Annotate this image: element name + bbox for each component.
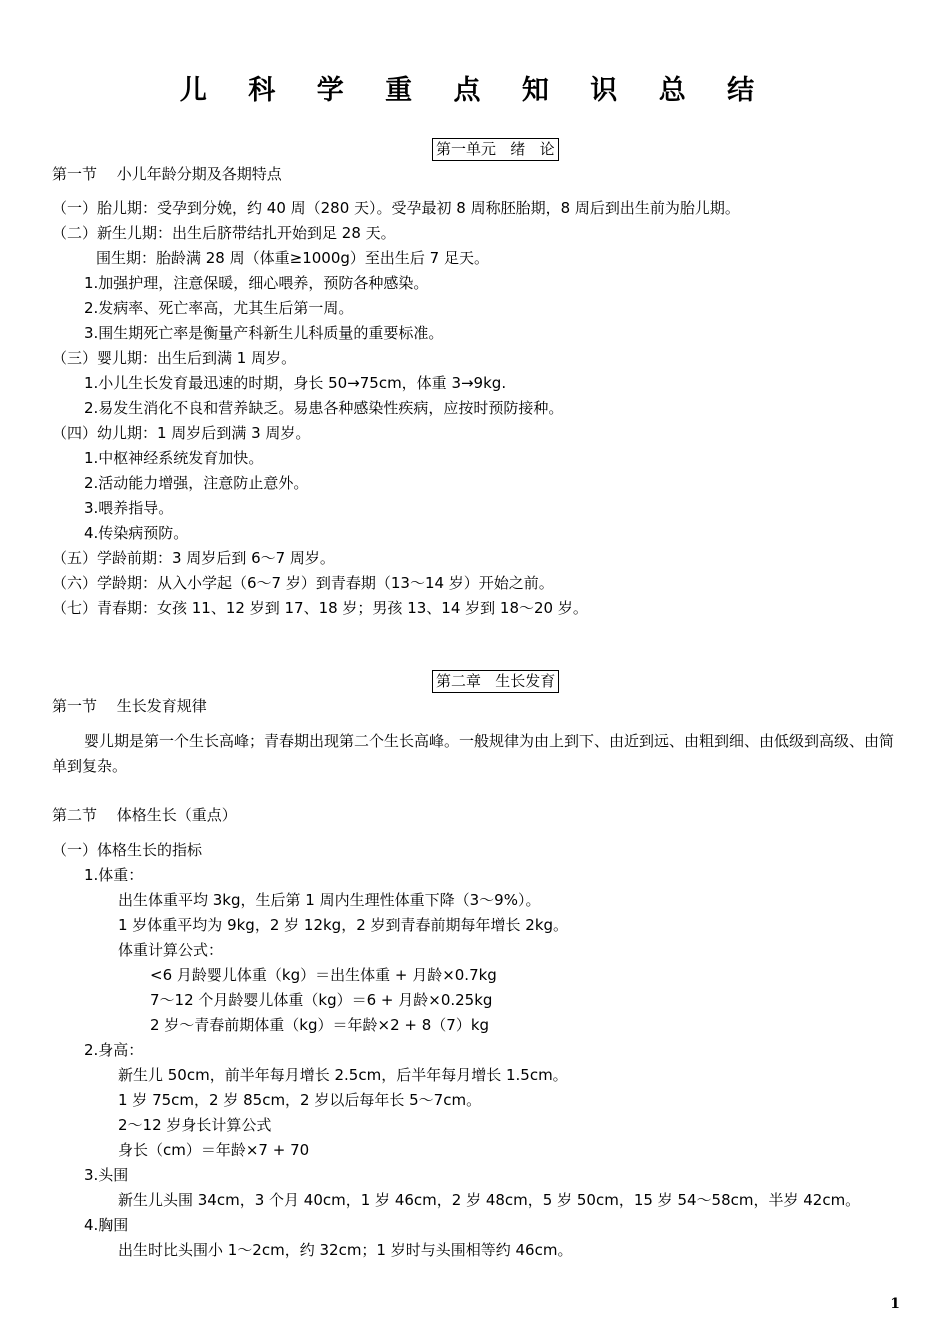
section-heading: 第一节 生长发育规律	[52, 697, 207, 715]
paragraph: 婴儿期是第一个生长高峰；青春期出现第二个生长高峰。一般规律为由上到下、由近到远、由粗到细、由低级到高级、由简单到复杂。	[52, 732, 895, 775]
text-line: 2.易发生消化不良和营养缺乏。易患各种感染性疾病，应按时预防接种。	[84, 399, 564, 417]
chapter-heading: 第二章 生长发育	[432, 670, 559, 693]
text-line: 1.体重：	[84, 866, 144, 884]
text-line: （一）胎儿期：受孕到分娩，约 40 周（280 天）。受孕最初 8 周称胚胎期，8 周后到出生前为胎儿期。	[52, 199, 740, 217]
section-heading: 第二节 体格生长（重点）	[52, 806, 237, 824]
formula-line: <6 月龄婴儿体重（kg）＝出生体重 + 月龄×0.7kg	[150, 966, 497, 984]
text-line: 围生期：胎龄满 28 周（体重≥1000g）至出生后 7 足天。	[96, 249, 489, 267]
text-line: 新生儿头围 34cm，3 个月 40cm，1 岁 46cm，2 岁 48cm，5 岁 50cm，15 岁 54～58cm，半岁 42cm。	[118, 1191, 861, 1209]
text-line: 体重计算公式：	[118, 941, 224, 959]
text-line: 3.喂养指导。	[84, 499, 174, 517]
page-number: 1	[890, 1296, 900, 1312]
text-line: （五）学龄前期：3 周岁后到 6～7 周岁。	[52, 549, 335, 567]
text-line: 2.发病率、死亡率高，尤其生后第一周。	[84, 299, 354, 317]
formula-line: 身长（cm）＝年龄×7 + 70	[118, 1141, 310, 1159]
text-line: 新生儿 50cm，前半年每月增长 2.5cm，后半年每月增长 1.5cm。	[118, 1066, 568, 1084]
formula-line: 7～12 个月龄婴儿体重（kg）＝6 + 月龄×0.25kg	[150, 991, 493, 1009]
text-line: 4.传染病预防。	[84, 524, 189, 542]
text-line: （一）体格生长的指标	[52, 841, 203, 859]
text-line: （四）幼儿期：1 周岁后到满 3 周岁。	[52, 424, 311, 442]
text-line: 1 岁体重平均为 9kg，2 岁 12kg，2 岁到青春前期每年增长 2kg。	[118, 916, 569, 934]
document-title: 儿 科 学 重 点 知 识 总 结	[179, 75, 771, 106]
text-line: 3.头围	[84, 1166, 129, 1184]
text-line: 1.加强护理，注意保暖，细心喂养，预防各种感染。	[84, 274, 429, 292]
text-line: （二）新生儿期：出生后脐带结扎开始到足 28 天。	[52, 224, 396, 242]
text-line: 3.围生期死亡率是衡量产科新生儿科质量的重要标准。	[84, 324, 444, 342]
text-line: 1.中枢神经系统发育加快。	[84, 449, 264, 467]
formula-line: 2 岁～青春前期体重（kg）＝年龄×2 + 8（7）kg	[150, 1016, 490, 1034]
section-heading: 第一节 小儿年龄分期及各期特点	[52, 165, 282, 183]
unit-heading: 第一单元 绪 论	[432, 138, 559, 161]
text-line: （七）青春期：女孩 11、12 岁到 17、18 岁；男孩 13、14 岁到 18～20 岁。	[52, 599, 588, 617]
text-line: （三）婴儿期：出生后到满 1 周岁。	[52, 349, 297, 367]
text-line: 出生体重平均 3kg，生后第 1 周内生理性体重下降（3～9%）。	[118, 891, 541, 909]
text-line: 2.活动能力增强，注意防止意外。	[84, 474, 309, 492]
text-line: 1 岁 75cm，2 岁 85cm，2 岁以后每年长 5～7cm。	[118, 1091, 482, 1109]
text-line: 2.身高：	[84, 1041, 144, 1059]
text-line: 4.胸围	[84, 1216, 129, 1234]
text-line: （六）学龄期：从入小学起（6～7 岁）到青春期（13～14 岁）开始之前。	[52, 574, 554, 592]
text-line: 2～12 岁身长计算公式	[118, 1116, 272, 1134]
text-line: 1.小儿生长发育最迅速的时期，身长 50→75cm，体重 3→9kg.	[84, 374, 507, 392]
text-line: 出生时比头围小 1～2cm，约 32cm；1 岁时与头围相等约 46cm。	[118, 1241, 573, 1259]
